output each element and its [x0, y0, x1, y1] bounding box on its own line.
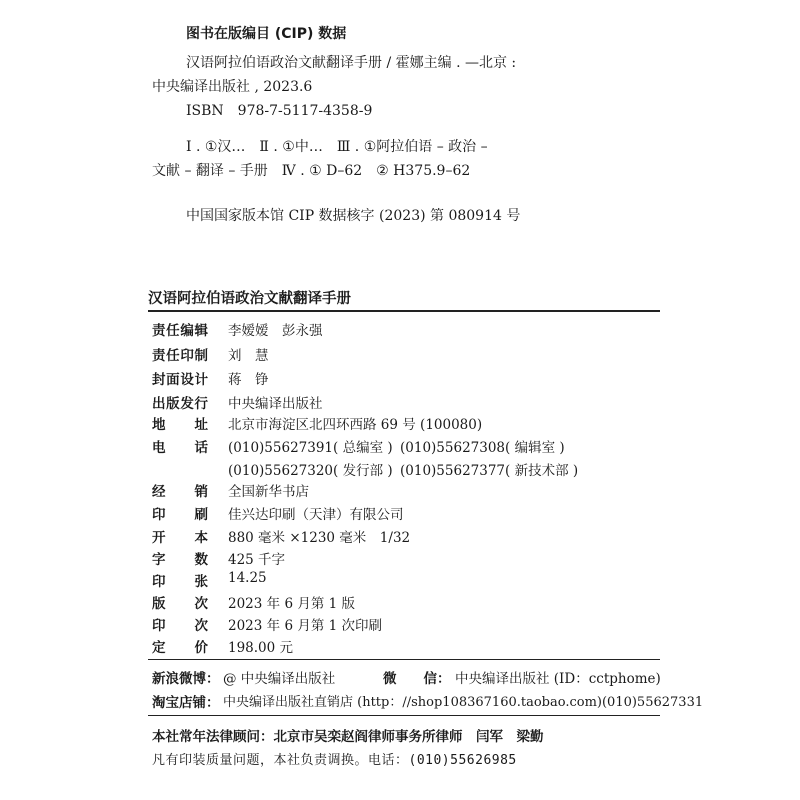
cip-line-6: 中国国家版本馆 CIP 数据核字 (2023) 第 080914 号	[186, 208, 521, 224]
spec-label-distributor: 经 销	[152, 484, 208, 500]
book-title: 汉语阿拉伯语政治文献翻译手册	[148, 291, 351, 307]
credit-label-cover: 封面设计	[152, 372, 208, 388]
phone-distribution: (010)55627320( 发行部 )	[228, 463, 393, 479]
spec-value-word-count: 425 千字	[228, 552, 286, 568]
credit-label-editor: 责任编辑	[152, 323, 208, 339]
social-divider	[148, 715, 660, 716]
credit-value-printing: 刘 慧	[228, 348, 269, 364]
spec-label-impression: 印 次	[152, 618, 208, 634]
spec-value-printer: 佳兴达印刷（天津）有限公司	[228, 507, 404, 523]
legal-counsel: 本社常年法律顾问：北京市吴栾赵阎律师事务所律师 闫军 梁勤	[152, 729, 544, 745]
quality-notice: 凡有印装质量问题，本社负责调换。电话：(010)55626985	[152, 753, 517, 768]
spec-label-printer: 印 刷	[152, 507, 208, 523]
cip-line-4: Ⅰ . ①汉… Ⅱ . ①中… Ⅲ . ①阿拉伯语 – 政治 –	[186, 139, 488, 155]
spec-label-format: 开 本	[152, 530, 208, 546]
credit-value-publisher: 中央编译出版社	[228, 396, 323, 412]
spec-value-edition: 2023 年 6 月第 1 版	[228, 596, 355, 612]
credit-value-cover: 蒋 铮	[228, 372, 269, 388]
cip-line-5: 文献 – 翻译 – 手册 Ⅳ . ① D–62 ② H375.9–62	[152, 163, 471, 179]
credit-label-publisher: 出版发行	[152, 396, 208, 412]
weibo-label: 新浪微博：	[152, 671, 220, 687]
spec-label-sheets: 印 张	[152, 574, 208, 590]
credit-value-editor: 李嫒嫒 彭永强	[228, 323, 323, 339]
cip-line-2: 中央编译出版社 , 2023.6	[152, 79, 313, 95]
phone-new-tech: (010)55627377( 新技术部 )	[400, 463, 579, 479]
spec-label-edition: 版 次	[152, 596, 208, 612]
taobao-value[interactable]: 中央编译出版社直销店 (http：//shop108367160.taobao.com)(010)55627331	[223, 695, 704, 710]
taobao-label: 淘宝店铺：	[152, 695, 220, 711]
phone-label: 电 话	[152, 440, 208, 456]
phone-editing-room: (010)55627308( 编辑室 )	[400, 440, 565, 456]
spec-label-price: 定 价	[152, 640, 208, 656]
spec-value-sheets: 14.25	[228, 570, 267, 586]
cip-heading: 图书在版编目 (CIP) 数据	[186, 26, 347, 42]
weibo-value: @ 中央编译出版社	[223, 671, 336, 687]
spec-label-word-count: 字 数	[152, 552, 208, 568]
credit-label-address: 地 址	[152, 417, 208, 433]
spec-value-distributor: 全国新华书店	[228, 484, 309, 500]
wechat-value: 中央编译出版社 (ID：cctphome)	[455, 671, 661, 687]
specs-divider	[148, 659, 660, 660]
credit-label-printing: 责任印制	[152, 348, 208, 364]
wechat-label: 微 信：	[383, 671, 451, 687]
spec-value-impression: 2023 年 6 月第 1 次印刷	[228, 618, 382, 634]
cip-line-1: 汉语阿拉伯语政治文献翻译手册 / 霍娜主编 . —北京 :	[186, 55, 517, 71]
credit-value-address: 北京市海淀区北四环西路 69 号 (100080)	[228, 417, 483, 433]
spec-value-format: 880 毫米 ×1230 毫米 1/32	[228, 530, 411, 546]
spec-value-price: 198.00 元	[228, 640, 294, 656]
phone-editorial-office: (010)55627391( 总编室 )	[228, 440, 393, 456]
title-divider	[148, 310, 660, 312]
cip-line-3: ISBN 978-7-5117-4358-9	[186, 103, 373, 119]
